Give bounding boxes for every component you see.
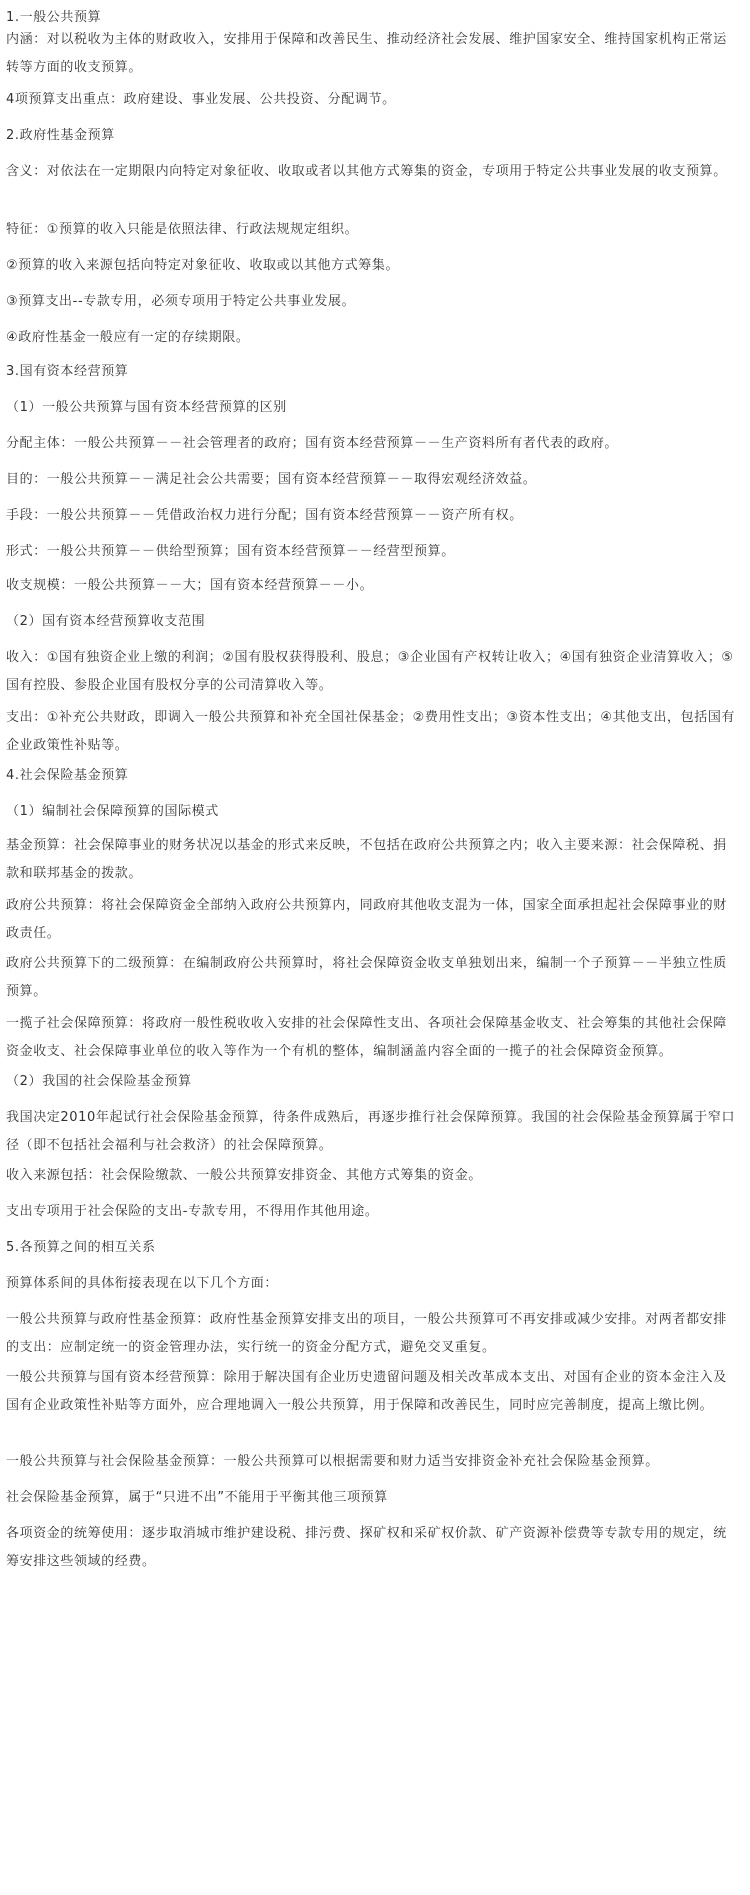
paragraph-fund-definition: 含义：对依法在一定期限内向特定对象征收、收取或者以其他方式筹集的资金，专项用于特定公共事业发展的收支预算。 [6, 164, 727, 179]
heading-government-fund-budget: 2.政府性基金预算 [6, 128, 115, 143]
paragraph-feature-4: ④政府性基金一般应有一定的存续期限。 [6, 330, 250, 345]
paragraph-general-vs-fund: 一般公共预算与政府性基金预算：政府性基金预算安排支出的项目，一般公共预算可不再安排或减少安排。对两者都安排的支出：应制定统一的资金管理办法，实行统一的资金分配方式，避免交叉重复。 [6, 1312, 727, 1355]
paragraph-feature-1: 特征：①预算的收入只能是依照法律、行政法规规定组织。 [6, 222, 359, 237]
heading-budget-relationships: 5.各预算之间的相互关系 [6, 1240, 156, 1255]
paragraph-china-2010-trial: 我国决定2010年起试行社会保险基金预算，待条件成熟后，再逐步推行社会保障预算。我国的社会保险基金预算属于窄口径（即不包括社会福利与社会救济）的社会保障预算。 [6, 1110, 736, 1153]
paragraph-means: 手段：一般公共预算－－凭借政治权力进行分配；国有资本经营预算－－资产所有权。 [6, 508, 523, 523]
subheading-revenue-expenditure-scope: （2）国有资本经营预算收支范围 [6, 614, 206, 629]
paragraph-revenue-sources: 收入来源包括：社会保险缴款、一般公共预算安排资金、其他方式筹集的资金。 [6, 1168, 483, 1183]
paragraph-general-budget-definition: 内涵：对以税收为主体的财政收入，安排用于保障和改善民生、推动经济社会发展、维护国家安全、维持国家机构正常运转等方面的收支预算。 [6, 32, 727, 75]
paragraph-allocation-subject: 分配主体：一般公共预算－－社会管理者的政府；国有资本经营预算－－生产资料所有者代表的政府。 [6, 436, 619, 451]
subheading-china-social-insurance: （2）我国的社会保险基金预算 [6, 1074, 192, 1089]
paragraph-package-budget-model: 一揽子社会保障预算：将政府一般性税收收入安排的社会保障性支出、各项社会保障基金收支、社会筹集的其他社会保障资金收支、社会保障事业单位的收入等作为一个有机的整体，编制涵盖内容全面的一揽子的社会保障资金预算。 [6, 1016, 727, 1059]
paragraph-expenditure-focus: 4项预算支出重点：政府建设、事业发展、公共投资、分配调节。 [6, 92, 396, 107]
heading-general-public-budget: 1.一般公共预算 [6, 10, 102, 25]
paragraph-purpose: 目的：一般公共预算－－满足社会公共需要；国有资本经营预算－－取得宏观经济效益。 [6, 472, 537, 487]
paragraph-general-vs-social-insurance: 一般公共预算与社会保险基金预算：一般公共预算可以根据需要和财力适当安排资金补充社会保险基金预算。 [6, 1454, 659, 1469]
subheading-international-models: （1）编制社会保障预算的国际模式 [6, 804, 219, 819]
paragraph-form: 形式：一般公共预算－－供给型预算；国有资本经营预算－－经营型预算。 [6, 544, 455, 559]
paragraph-overall-coordination: 各项资金的统筹使用：逐步取消城市维护建设税、排污费、探矿权和采矿权价款、矿产资源补偿费等专款专用的规定，统筹安排这些领域的经费。 [6, 1526, 727, 1569]
paragraph-public-budget-model: 政府公共预算：将社会保障资金全部纳入政府公共预算内，同政府其他收支混为一体，国家全面承担起社会保障事业的财政责任。 [6, 898, 727, 941]
paragraph-in-not-out: 社会保险基金预算，属于“只进不出”不能用于平衡其他三项预算 [6, 1490, 388, 1505]
paragraph-scale: 收支规模：一般公共预算－－大；国有资本经营预算－－小。 [6, 578, 374, 593]
heading-social-insurance-budget: 4.社会保险基金预算 [6, 768, 129, 783]
paragraph-secondary-budget-model: 政府公共预算下的二级预算：在编制政府公共预算时，将社会保障资金收支单独划出来，编制一个子预算－－半独立性质预算。 [6, 956, 727, 999]
paragraph-general-vs-state-capital: 一般公共预算与国有资本经营预算：除用于解决国有企业历史遗留问题及相关改革成本支出、对国有企业的资本金注入及国有企业政策性补贴等方面外，应合理地调入一般公共预算，用于保障和改善民生，同时应完善制度，提高上缴比例。 [6, 1370, 727, 1413]
paragraph-dedicated-expenditure: 支出专项用于社会保险的支出-专款专用，不得用作其他用途。 [6, 1204, 379, 1219]
paragraph-fund-budget-model: 基金预算：社会保障事业的财务状况以基金的形式来反映，不包括在政府公共预算之内；收入主要来源：社会保障税、捐款和联邦基金的拨款。 [6, 838, 727, 881]
paragraph-linkage-intro: 预算体系间的具体衔接表现在以下几个方面： [6, 1276, 279, 1291]
paragraph-revenue-items: 收入：①国有独资企业上缴的利润；②国有股权获得股利、股息；③企业国有产权转让收入；④国有独资企业清算收入；⑤国有控股、参股企业国有股权分享的公司清算收入等。 [6, 650, 734, 693]
paragraph-feature-2: ②预算的收入来源包括向特定对象征收、收取或以其他方式筹集。 [6, 258, 400, 273]
subheading-budget-differences: （1）一般公共预算与国有资本经营预算的区别 [6, 400, 287, 415]
heading-state-capital-budget: 3.国有资本经营预算 [6, 364, 129, 379]
paragraph-expenditure-items: 支出：①补充公共财政，即调入一般公共预算和补充全国社保基金；②费用性支出；③资本性支出；④其他支出，包括国有企业政策性补贴等。 [6, 710, 736, 753]
paragraph-feature-3: ③预算支出--专款专用，必须专项用于特定公共事业发展。 [6, 294, 356, 309]
